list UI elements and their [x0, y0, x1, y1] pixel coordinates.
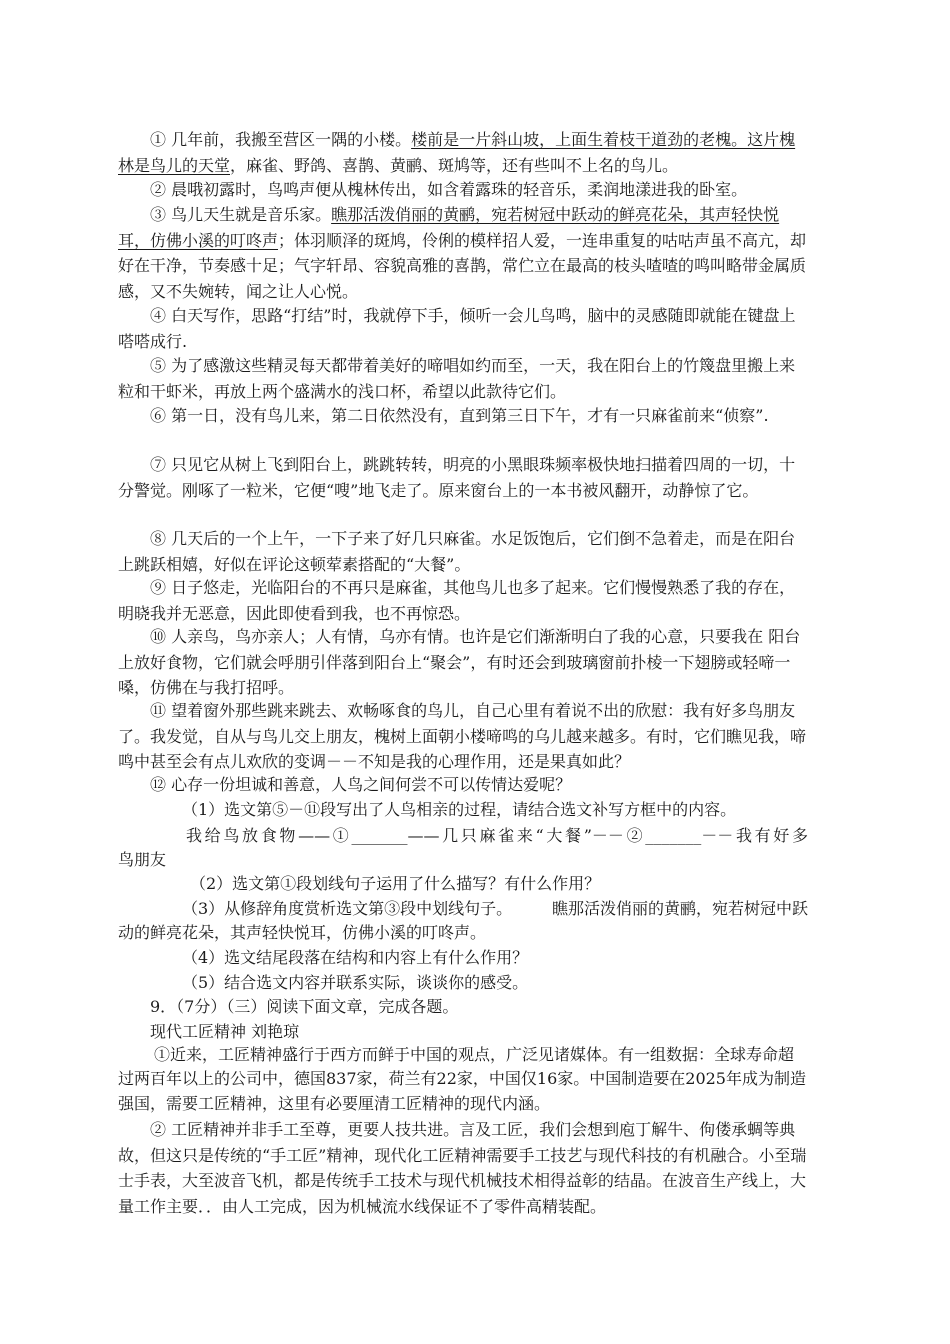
- paragraph-number: ⑫: [150, 775, 167, 794]
- underlined-sentence: 楼前是一片斜山坡，上面生着枝干道劲的老槐。这片槐林是鸟儿的天堂: [118, 130, 796, 175]
- paragraph-number: ②: [150, 1120, 167, 1139]
- question-4: （4）选文结尾段落在结构和内容上有什么作用？: [182, 948, 529, 967]
- paragraph-number: ①: [150, 130, 167, 149]
- paragraph-number: ⑧: [150, 529, 167, 548]
- paragraph-number: ⑦: [150, 455, 167, 474]
- article-paragraph-2: ② 工匠精神并非手工至尊，更要人技共进。言及工匠，我们会想到庖丁解牛、佝偻承蜩等典故，但这只是传统的“手工匠”精神，现代化工匠精神需要手工技艺与现代科技的有机融合。小至瑞士手表，大至波音飞机，都是传统手工技术与现代机械技术相得益彰的结晶。在波音生产线上，大量工作主要．．由人工完成，因为机械流水线保证不了零件高精装配。: [118, 1120, 807, 1216]
- paragraph-9: ⑨ 日子悠走，光临阳台的不再只是麻雀，其他鸟儿也多了起来。它们慢慢熟悉了我的存在，明晓我并无恶意，因此即使看到我，也不再惊恐。: [118, 578, 796, 623]
- paragraph-number: ①: [154, 1045, 171, 1064]
- article-title: 现代工匠精神 刘艳琼: [150, 1022, 300, 1041]
- paragraph-number: ②: [150, 180, 167, 199]
- paragraph-number: ③: [150, 205, 167, 224]
- question-3-cont: 动的鲜亮花朵，其声轻快悦耳，仿佛小溪的叮咚声。: [118, 923, 487, 942]
- question-3: （3）从修辞角度赏析选文第③段中划线句子。 瞧那活泼俏丽的黄鹂，宛若树冠中跃: [182, 899, 808, 918]
- paragraph-number: ⑨: [150, 578, 167, 597]
- paragraph-number: ⑪: [150, 701, 167, 720]
- paragraph-number: ⑥: [150, 406, 167, 425]
- paragraph-4: ④ 白天写作，思路“打结”时，我就停下手，倾听一会儿鸟鸣，脑中的灵感随即就能在键盘上嗒嗒成行.: [118, 306, 796, 351]
- paragraph-1: ① 几年前，我搬至营区一隅的小楼。楼前是一片斜山坡，上面生着枝干道劲的老槐。这片槐林是鸟儿的天堂，麻雀、野鸽、喜鹊、黄鹂、斑鸠等，还有些叫不上名的鸟儿。: [118, 130, 796, 175]
- answer-blank-1[interactable]: _______: [351, 826, 408, 845]
- paragraph-8: ⑧ 几天后的一个上午，一下子来了好几只麻雀。水足饭饱后，它们倒不急着走，而是在阳台上跳跃相嬉，好似在评论这顿荤素搭配的“大餐”。: [118, 529, 796, 574]
- paragraph-6: ⑥ 第一日，没有鸟儿来，第二日依然没有，直到第三日下午，才有一只麻雀前来“侦察”.: [150, 406, 769, 425]
- paragraph-number: ④: [150, 306, 167, 325]
- paragraph-5: ⑤ 为了感激这些精灵每天都带着美好的啼唱如约而至，一天，我在阳台上的竹篾盘里搬上来粒和干虾米，再放上两个盛满水的浅口杯，希望以此款待它们。: [118, 356, 796, 401]
- question-5: （5）结合选文内容并联系实际，谈谈你的感受。: [182, 973, 529, 992]
- question-1-flow: 我给鸟放食物——①_______——几只麻雀来“大餐”－－②_______－－我有好多: [186, 826, 808, 845]
- question-1: （1）选文第⑤－⑪段写出了人鸟相亲的过程，请结合选文补写方框中的内容。: [182, 800, 737, 819]
- question-2: （2）选文第①段划线句子运用了什么描写？有什么作用？: [190, 874, 601, 893]
- paragraph-3: ③ 鸟儿天生就是音乐家。瞧那活泼俏丽的黄鹂，宛若树冠中跃动的鲜亮花朵，其声轻快悦耳，仿佛小溪的叮咚声；体羽顺泽的斑鸠，伶俐的模样招人爱，一连串重复的咕咕声虽不高亢，却好在干净，节奏感十足；气字轩昂、容貌高雅的喜鹊，常伫立在最高的枝头喳喳的鸣叫略带金属质感，又不失婉转，闻之让人心悦。: [118, 205, 807, 301]
- paragraph-2: ② 晨哦初露时，鸟鸣声便从槐林传出，如含着露珠的轻音乐，柔润地漾进我的卧室。: [150, 180, 748, 199]
- paragraph-12: ⑫ 心存一份坦诚和善意，人鸟之间何尝不可以传情达爱呢？: [150, 775, 572, 794]
- paragraph-11: ⑪ 望着窗外那些跳来跳去、欢畅啄食的鸟儿，自己心里有着说不出的欣慰：我有好多鸟朋友了。我发觉，自从与鸟儿交上朋友，槐树上面朝小楼啼鸣的乌儿越来越多。有时，它们瞧见我，啼鸣中甚至会有点儿欢欣的变调－－不知是我的心理作用，还是果真如此？: [118, 701, 807, 772]
- answer-blank-2[interactable]: _______: [645, 826, 702, 845]
- question-1-flow-end: 鸟朋友: [118, 850, 167, 869]
- paragraph-number: ⑤: [150, 356, 167, 375]
- section-heading: 9．（7分）（三）阅读下面文章，完成各题。: [150, 997, 459, 1016]
- underlined-sentence: 瞧那活泼俏丽的黄鹂，宛若树冠中跃动的鲜亮花朵，其声轻快悦耳，仿佛小溪的叮咚声: [118, 205, 780, 250]
- paragraph-10: ⑩ 人亲鸟，鸟亦亲人；人有情，乌亦有情。也许是它们渐渐明白了我的心意，只要我在 阳台上放好食物，它们就会呼朋引伴落到阳台上“聚会”，有时还会到玻璃窗前扑棱一下翅膀或轻啼一嗓，仿佛在与我打招呼。: [118, 627, 801, 698]
- paragraph-number: ⑩: [150, 627, 167, 646]
- article-paragraph-1: ①近来，工匠精神盛行于西方而鲜于中国的观点，广泛见诸媒体。有一组数据：全球寿命超过两百年以上的公司中，德国837家，荷兰有22家，中国仅16家。中国制造要在2025年成为制造强国，需要工匠精神，这里有必要厘清工匠精神的现代内涵。: [118, 1045, 806, 1113]
- paragraph-7: ⑦ 只见它从树上飞到阳台上，跳跳转转，明亮的小黑眼珠频率极快地扫描着四周的一切，十分警觉。刚啄了一粒米，它便“嗖”地飞走了。原来窗台上的一本书被风翻开，动静惊了它。: [118, 455, 796, 500]
